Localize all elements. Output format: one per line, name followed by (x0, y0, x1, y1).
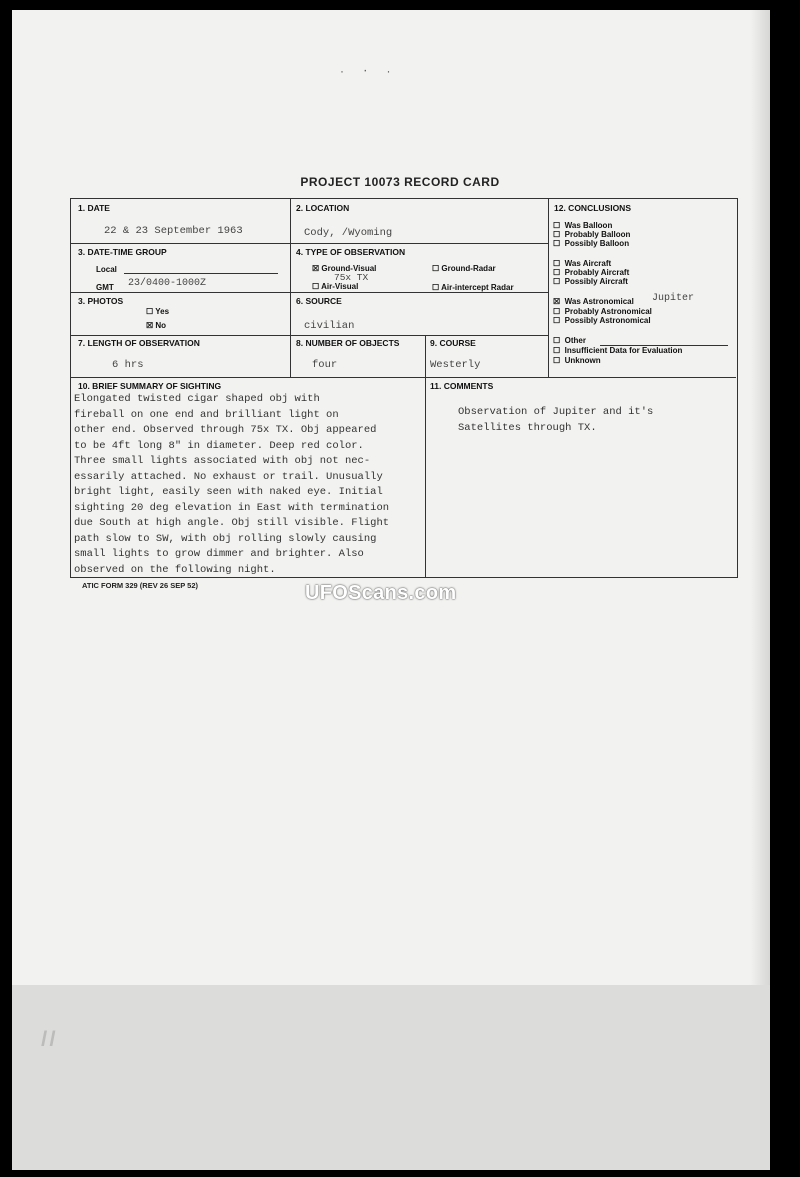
photos-no-option[interactable]: ☒ No (146, 321, 167, 330)
conclusion-possibly-aircraft[interactable]: ☐ Possibly Aircraft (553, 277, 628, 286)
summary-line: small lights to grow dimmer and brighter. Also (74, 548, 364, 560)
conclusion-possibly-astronomical[interactable]: ☐ Possibly Astronomical (553, 316, 651, 325)
astro-note: Jupiter (652, 293, 695, 304)
location-label: 2. LOCATION (296, 203, 350, 213)
summary-line: other end. Observed through 75x TX. Obj appeared (74, 424, 377, 436)
conclusion-text: Possibly Astronomical (564, 316, 651, 325)
source-value: civilian (304, 320, 355, 332)
divider (70, 377, 736, 378)
dtg-local-line (124, 273, 278, 274)
summary-label: 10. BRIEF SUMMARY OF SIGHTING (78, 381, 222, 391)
air-intercept-option[interactable]: ☐ Air-intercept Radar (432, 283, 514, 292)
punch-marks: · ‧ · (340, 64, 399, 78)
lower-paper-area (12, 985, 770, 1170)
conclusions-label: 12. CONCLUSIONS (554, 203, 631, 213)
photos-label: 3. PHOTOS (78, 296, 124, 306)
summary-line: essarily attached. No exhaust or trail. Unusually (74, 470, 383, 483)
type-obs-note: 75x TX (334, 272, 369, 283)
conclusion-text: Probably Aircraft (564, 268, 630, 277)
ground-radar-option[interactable]: ☐ Ground-Radar (432, 264, 496, 273)
conclusion-text: Other (564, 336, 586, 345)
comments-label: 11. COMMENTS (430, 381, 494, 391)
conclusion-probably-astronomical[interactable]: ☐ Probably Astronomical (553, 307, 652, 316)
conclusion-text: Unknown (564, 356, 601, 365)
form-id: ATIC FORM 329 (REV 26 SEP 52) (82, 581, 199, 590)
length-value: 6 hrs (112, 359, 144, 371)
comments-text (458, 405, 728, 436)
photos-yes-text: Yes (155, 307, 170, 316)
divider (548, 198, 549, 378)
conclusion-text: Probably Balloon (564, 230, 631, 239)
conclusion-probably-aircraft[interactable]: ☐ Probably Aircraft (553, 268, 630, 277)
card-title: PROJECT 10073 RECORD CARD (300, 175, 500, 189)
paper-smudge: ıı (40, 1020, 57, 1053)
ground-visual-text: Ground-Visual (321, 264, 377, 273)
ground-visual-option[interactable]: ☒ Ground-Visual (312, 264, 377, 273)
photos-no-text: No (155, 321, 167, 330)
conclusion-text: Possibly Balloon (564, 239, 630, 248)
conclusion-text: Was Astronomical (564, 297, 634, 306)
summary-line: bright light, easily seen with naked eye. Initial (74, 486, 383, 498)
divider (70, 335, 548, 336)
paper-edge-shadow (750, 10, 770, 985)
type-obs-label: 4. TYPE OF OBSERVATION (296, 247, 406, 257)
num-objects-value: four (312, 359, 338, 371)
summary-line: Three small lights associated with obj not nec- (74, 455, 371, 467)
source-label: 6. SOURCE (296, 296, 342, 306)
conclusion-was-balloon[interactable]: ☐ Was Balloon (553, 221, 613, 230)
conclusion-unknown[interactable]: ☐ Unknown (553, 356, 601, 365)
summary-line: Elongated twisted cigar shaped obj with (74, 393, 320, 405)
course-label: 9. COURSE (430, 338, 476, 348)
length-label: 7. LENGTH OF OBSERVATION (78, 338, 200, 348)
ground-radar-text: Ground-Radar (441, 264, 496, 273)
conclusion-text: Was Aircraft (564, 259, 612, 268)
photos-yes-option[interactable]: ☐ Yes (146, 307, 170, 316)
summary-line: fireball on one end and brilliant light on (74, 408, 339, 421)
dtg-gmt-value: 23/0400-1000Z (128, 278, 207, 289)
air-intercept-text: Air-intercept Radar (441, 283, 514, 292)
dtg-gmt-label: GMT (96, 283, 114, 292)
date-label: 1. DATE (78, 203, 110, 213)
date-value: 22 & 23 September 1963 (104, 225, 243, 237)
conclusion-text: Probably Astronomical (564, 307, 652, 316)
air-visual-option[interactable]: ☐ Air-Visual (312, 282, 359, 291)
course-value: Westerly (430, 359, 481, 371)
summary-line: sighting 20 deg elevation in East with termination (74, 501, 390, 514)
comment-line: Observation of Jupiter and it's (458, 406, 654, 418)
conclusion-was-aircraft[interactable]: ☐ Was Aircraft (553, 259, 612, 268)
conclusion-possibly-balloon[interactable]: ☐ Possibly Balloon (553, 239, 630, 248)
conclusion-text: Possibly Aircraft (564, 277, 628, 286)
num-objects-label: 8. NUMBER OF OBJECTS (296, 338, 400, 348)
summary-line: path slow to SW, with obj rolling slowly causing (74, 532, 377, 545)
location-value: Cody, /Wyoming (304, 227, 393, 239)
conclusion-probably-balloon[interactable]: ☐ Probably Balloon (553, 230, 631, 239)
conclusion-text: Was Balloon (564, 221, 613, 230)
divider (290, 198, 291, 378)
summary-line: due South at high angle. Obj still visible. Flight (74, 517, 390, 529)
conclusion-insufficient-data[interactable]: ☐ Insufficient Data for Evaluation (553, 346, 683, 355)
dtg-gmt-line (118, 292, 278, 293)
comment-line: Satellites through TX. (458, 421, 597, 434)
dtg-label: 3. DATE-TIME GROUP (78, 247, 167, 257)
divider (70, 243, 548, 244)
conclusion-other[interactable]: ☐ Other (553, 336, 586, 345)
summary-line: observed on the following night. (74, 563, 276, 576)
dtg-local-label: Local (96, 265, 117, 274)
summary-line: to be 4ft long 8" in diameter. Deep red color. (74, 439, 364, 452)
watermark: UFOScans.com (305, 582, 457, 604)
air-visual-text: Air-Visual (321, 282, 359, 291)
conclusion-was-astronomical[interactable]: ☒ Was Astronomical (553, 297, 634, 306)
summary-text (74, 392, 454, 578)
conclusion-text: Insufficient Data for Evaluation (564, 346, 683, 355)
